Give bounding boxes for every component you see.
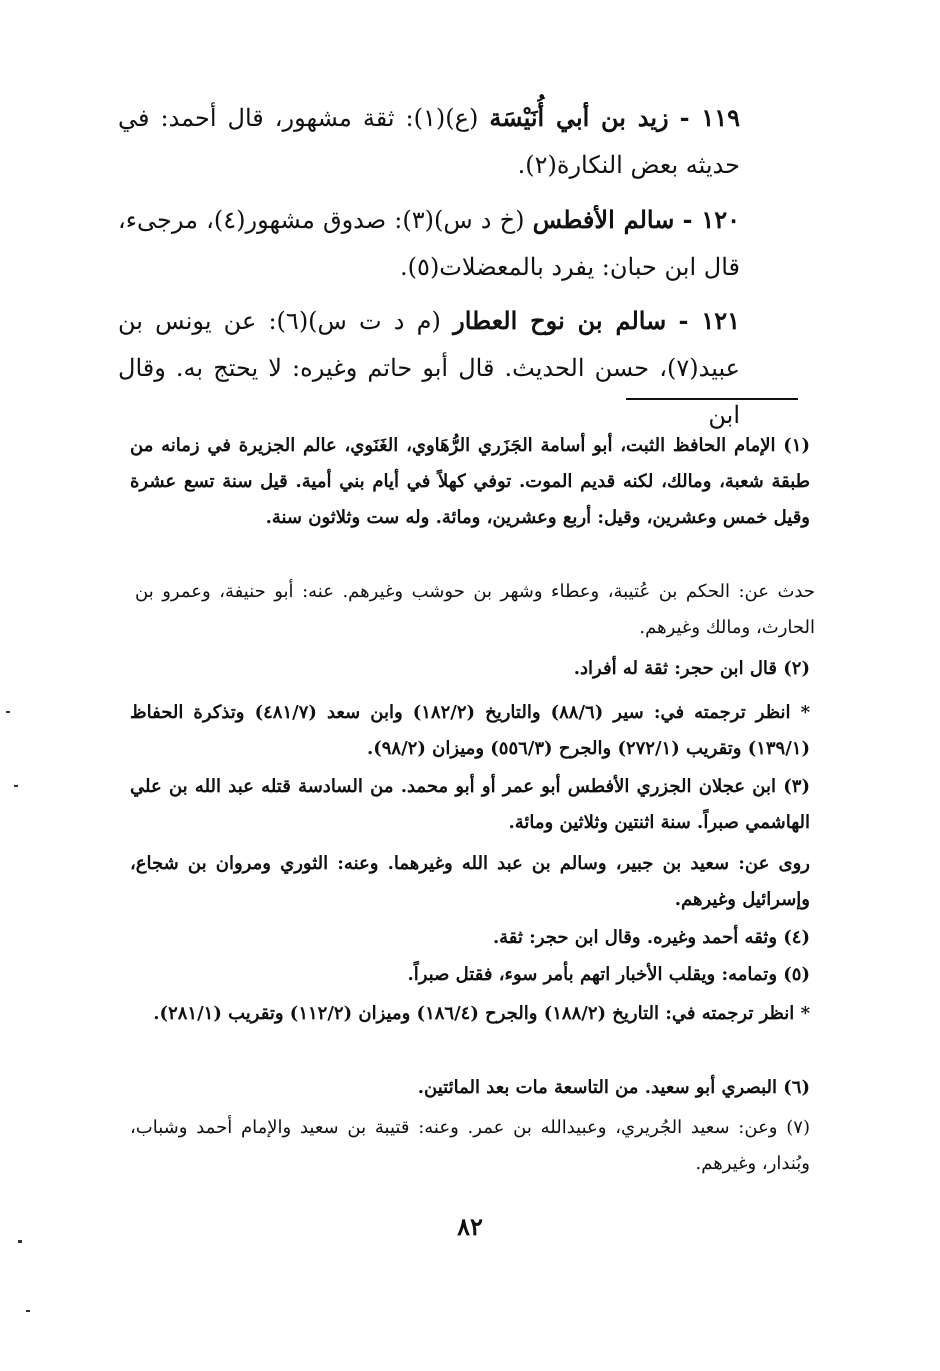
footnote-3-narrators: روى عن: سعيد بن جبير، وسالم بن عبد الله وغيرهما. وعنه: الثوري ومروان بن شجاع، وإسرائيل وغيرهم.: [130, 853, 810, 910]
entry-name: سالم بن نوح العطار: [453, 306, 667, 335]
footnote-7: (٧) وعن: سعيد الجُريري، وعبيدالله بن عمر. وعنه: قتيبة بن سعيد والإمام أحمد وشباب، وبُندار، وغيرهم.: [130, 1117, 810, 1174]
entry-text: (م د ت س)(٦): عن يونس بن عبيد(٧)، حسن الحديث. قال أبو حاتم وغيره: لا يحتج به. وقال ابن: [118, 307, 740, 429]
footnote-5-refs: * انظر ترجمته في: التاريخ (١٨٨/٢) والجرح (١٨٦/٤) وميزان (١١٢/٢) وتقريب (٢٨١/١).: [153, 1003, 810, 1024]
entry-text: (خ د س)(٣): صدوق مشهور(٤)، مرجىء، قال ابن حبان: يفرد بالمعضلات(٥).: [118, 206, 740, 281]
entry-121: [118, 297, 740, 439]
scan-speck: [6, 711, 10, 713]
entry-number: ١١٩ -: [679, 103, 740, 132]
scan-speck: [14, 785, 18, 787]
entry-name: زيد بن أبي أُنَيْسَة: [489, 103, 669, 132]
footnote-2-refs: * انظر ترجمته في: سير (٨٨/٦) والتاريخ (١٨٢/٢) وابن سعد (٤٨١/٧) وتذكرة الحفاظ (١٣٩/١) وتقريب (٢٧٢/١) والجرح (٥٥٦/٣) وميزان (٩٨/٢).: [130, 702, 810, 759]
entry-119: [118, 94, 740, 189]
scan-speck: [26, 1310, 30, 1312]
scan-speck: [18, 1240, 22, 1243]
footnote-2: (٢) قال ابن حجر: ثقة له أفراد.: [573, 658, 810, 679]
entry-name: سالم الأفطس: [532, 205, 675, 234]
entry-number: ١٢١ -: [678, 306, 740, 335]
footnote-separator: [626, 398, 798, 400]
footnote-3: (٣) ابن عجلان الجزري الأفطس أبو عمر أو أبو محمد. من السادسة قتله عبد الله بن علي الهاشمي صبراً. سنة اثنتين وثلاثين ومائة.: [130, 776, 810, 833]
footnote-1-narrators: حدث عن: الحكم بن عُتيبة، وعطاء وشهر بن حوشب وغيرهم. عنه: أبو حنيفة، وعمرو بن الحارث، ومالك وغيرهم.: [135, 581, 815, 638]
entry-120: [118, 196, 740, 291]
entry-text: (ع)(١): ثقة مشهور، قال أحمد: في حديثه بعض النكارة(٢).: [118, 104, 740, 179]
footnote-6: (٦) البصري أبو سعيد. من التاسعة مات بعد المائتين.: [417, 1077, 810, 1098]
footnote-4: (٤) وثقه أحمد وغيره. وقال ابن حجر: ثقة.: [492, 927, 810, 948]
page-number: ٨٢: [457, 1212, 483, 1241]
footnote-5: (٥) وتمامه: ويقلب الأخبار اتهم بأمر سوء، فقتل صبراً.: [407, 964, 810, 985]
entry-number: ١٢٠ -: [682, 205, 741, 234]
footnote-1: (١) الإمام الحافظ الثبت، أبو أسامة الجَزَري الرُّهَاوي، الغَنَوي، عالم الجزيرة في زمانه من طبقة شعبة، ومالك، لكنه قديم الموت. توفي كهلاً في أيام بني أمية. قيل سنة تسع عشرة وقيل خمس وعشرين، وقيل: أربع وعشرين، ومائة. وله ست وثلاثون سنة.: [130, 435, 810, 528]
